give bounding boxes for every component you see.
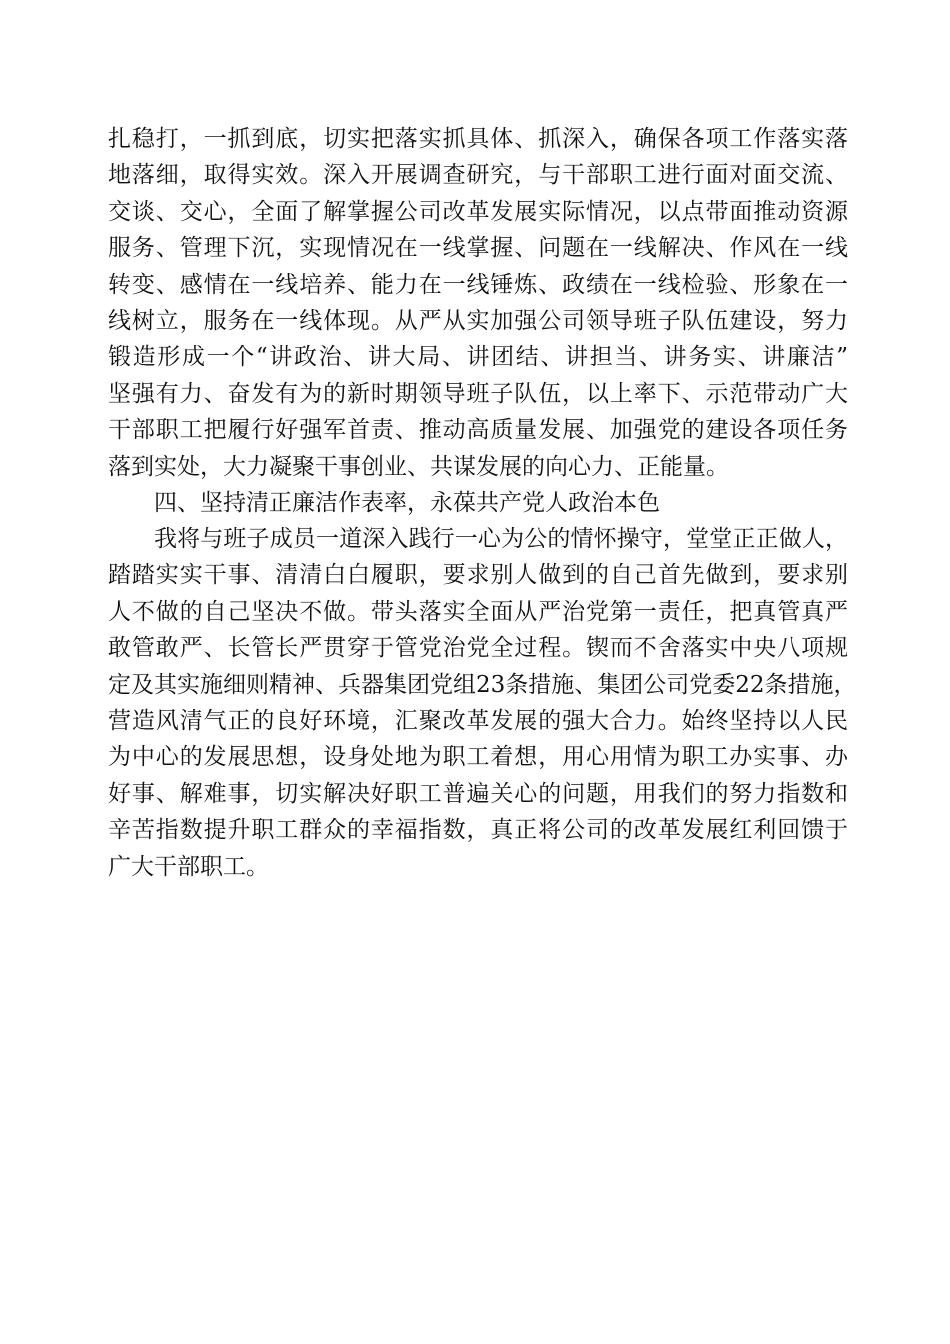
paragraph-line: 好事、解难事，切实解决好职工普遍关心的问题，用我们的努力指数和 — [108, 780, 848, 807]
section-heading-block — [108, 485, 848, 521]
paragraph-line: 人不做的自己坚决不做。带头落实全面从严治党第一责任，把真管真严 — [108, 598, 848, 625]
paragraph-line: 营造风清气正的良好环境，汇聚改革发展的强大合力。始终坚持以人民 — [108, 707, 848, 734]
paragraph-line: 锻造形成一个“讲政治、讲大局、讲团结、讲担当、讲务实、讲廉洁” — [108, 344, 848, 371]
paragraph-line: 干部职工把履行好强军首责、推动高质量发展、加强党的建设各项任务 — [108, 417, 848, 444]
paragraph-line: 我将与班子成员一道深入践行一心为公的情怀操守，堂堂正正做人， — [154, 526, 848, 552]
paragraph-line: 转变、感情在一线培养、能力在一线锤炼、政绩在一线检验、形象在一 — [108, 271, 848, 298]
paragraph-continuation — [108, 121, 848, 485]
paragraph-line: 地落细，取得实效。深入开展调查研究，与干部职工进行面对面交流、 — [108, 162, 848, 189]
paragraph-line: 辛苦指数提升职工群众的幸福指数，真正将公司的改革发展红利回馈于 — [108, 817, 848, 844]
paragraph-line: 敢管敢严、长管长严贯穿于管党治党全过程。锲而不舍落实中央八项规 — [108, 635, 848, 662]
paragraph-line: 落到实处，大力凝聚干事创业、共谋发展的向心力、正能量。 — [108, 453, 729, 480]
paragraph-line: 线树立，服务在一线体现。从严从实加强公司领导班子队伍建设，努力 — [108, 307, 848, 334]
paragraph-section4 — [108, 521, 857, 885]
section-heading: 四、坚持清正廉洁作表率，永葆共产党人政治本色 — [154, 490, 660, 516]
paragraph-line: 广大干部职工。 — [108, 853, 269, 880]
paragraph-line: 扎稳打，一抓到底，切实把落实抓具体、抓深入，确保各项工作落实落 — [108, 126, 848, 152]
paragraph-line: 踏踏实实干事、清清白白履职，要求别人做到的自己首先做到，要求别 — [108, 562, 848, 589]
paragraph-line: 坚强有力、奋发有为的新时期领导班子队伍，以上率下、示范带动广大 — [108, 380, 848, 407]
paragraph-line: 定及其实施细则精神、兵器集团党组23条措施、集团公司党委22条措施， — [108, 671, 857, 698]
paragraph-line: 服务、管理下沉，实现情况在一线掌握、问题在一线解决、作风在一线 — [108, 235, 848, 262]
paragraph-line: 为中心的发展思想，设身处地为职工着想，用心用情为职工办实事、办 — [108, 744, 848, 771]
paragraph-line: 交谈、交心，全面了解掌握公司改革发展实际情况，以点带面推动资源 — [108, 198, 848, 225]
